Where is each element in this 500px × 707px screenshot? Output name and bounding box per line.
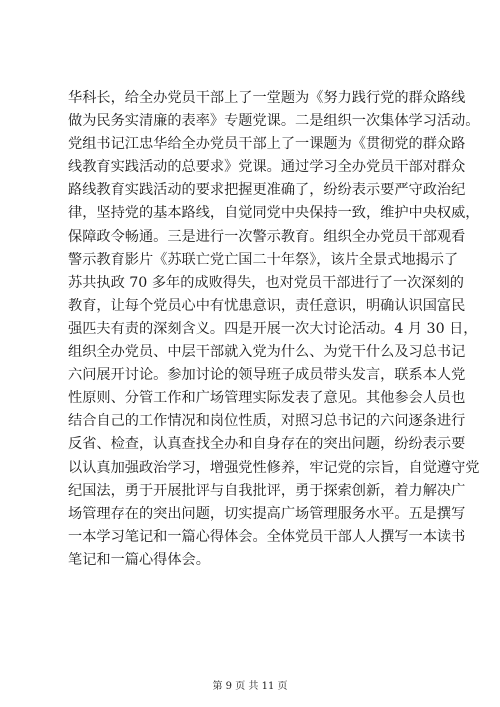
text-line: 纪国法，勇于开展批评与自我批评，勇于探索创新，着力解决广 (68, 482, 466, 499)
text-line: 组织全办党员、中层干部就入党为什么、为党干什么及习总书记 (68, 344, 466, 361)
text-line: 强匹夫有责的深刻含义。四是开展一次大讨论活动。4 月 30 日， (68, 320, 478, 337)
text-line: 党组书记江忠华给全办党员干部上了一课题为《贯彻党的群众路 (68, 136, 466, 153)
text-line: 结合自己的工作情况和岗位性质，对照习总书记的六问逐条进行 (68, 413, 466, 430)
text-line: 律，坚持党的基本路线，自觉同党中央保持一致，维护中央权威， (68, 205, 480, 222)
text-line: 性原则、分管工作和广场管理实际发表了意见。其他参会人员也 (68, 390, 466, 407)
text-line: 苏共执政 70 多年的成败得失，也对党员干部进行了一次深刻的 (68, 274, 464, 291)
text-line: 六问展开讨论。参加讨论的领导班子成员带头发言，联系本人党 (68, 367, 466, 384)
text-line: 保障政令畅通。三是进行一次警示教育。组织全办党员干部观看 (68, 228, 466, 245)
text-line: 一本学习笔记和一篇心得体会。全体党员干部人人撰写一本读书 (68, 528, 466, 545)
text-line: 场管理存在的突出问题，切实提高广场管理服务水平。五是撰写 (68, 505, 466, 522)
text-line: 线教育实践活动的总要求》党课。通过学习全办党员干部对群众 (68, 159, 466, 176)
body-text (68, 87, 480, 572)
text-line: 教育，让每个党员心中有忧患意识，责任意识，明确认识国富民 (68, 297, 466, 314)
text-line: 华科长，给全办党员干部上了一堂题为《努力践行党的群众路线 (68, 90, 466, 106)
page-number-footer: 第 9 页 共 11 页 (212, 681, 288, 692)
text-line: 做为民务实清廉的表率》专题党课。二是组织一次集体学习活动。 (68, 113, 480, 130)
text-line: 路线教育实践活动的要求把握更准确了，纷纷表示要严守政治纪 (68, 182, 466, 199)
text-line: 反省、检查，认真查找全办和自身存在的突出问题，纷纷表示要 (68, 436, 466, 453)
text-line: 以认真加强政治学习，增强党性修养，牢记党的宗旨，自觉遵守党 (68, 459, 480, 476)
text-line: 警示教育影片《苏联亡党亡国二十年祭》，该片全景式地揭示了 (68, 251, 459, 268)
text-line: 笔记和一篇心得体会。 (68, 551, 210, 568)
